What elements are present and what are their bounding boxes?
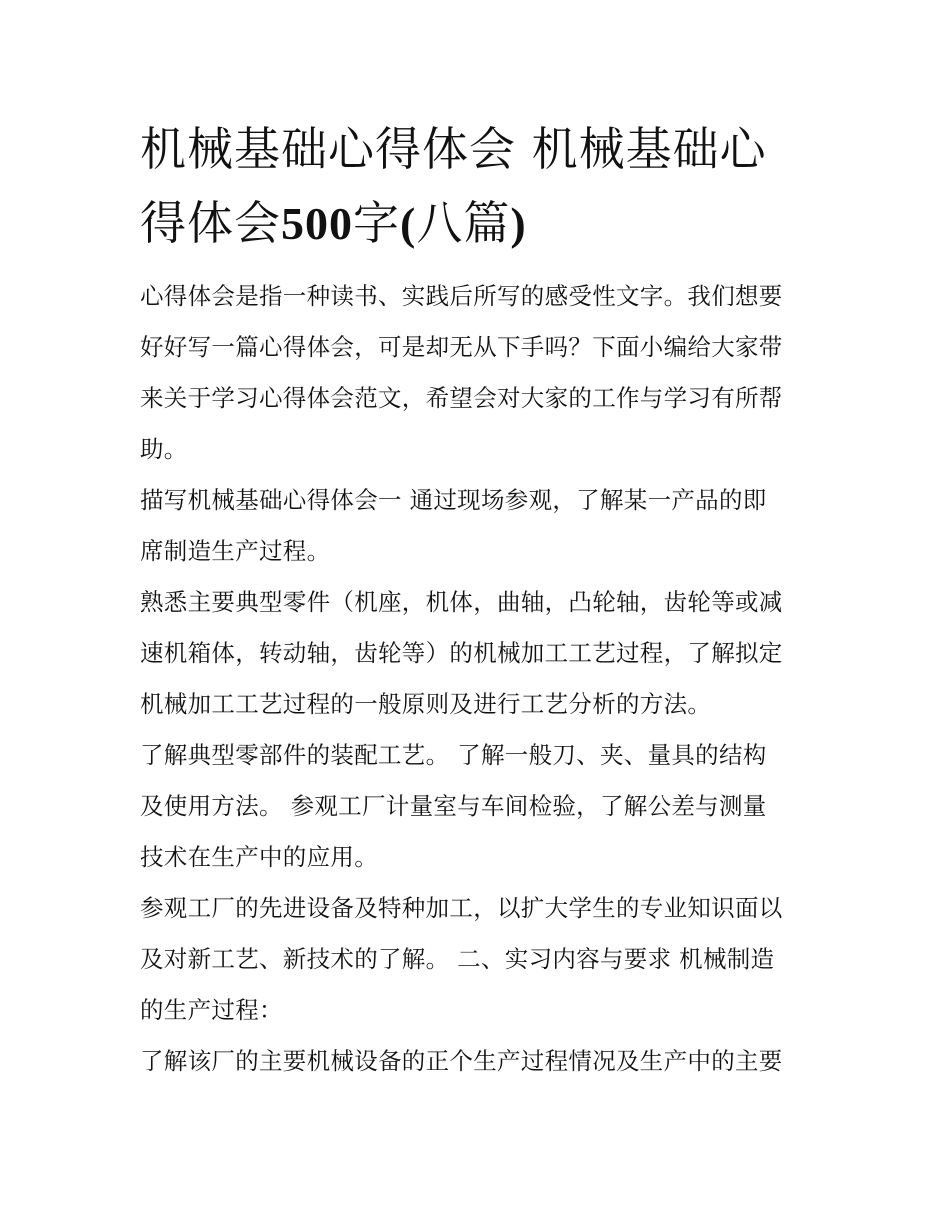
paragraph-line: 的生产过程： <box>140 996 283 1024</box>
document-title <box>140 112 812 261</box>
title-text-segment: 字 <box>353 196 400 250</box>
paragraph-line: 了解典型零部件的装配工艺。 了解一般刀、夹、量具的结构 <box>140 741 767 769</box>
paragraph-line: 好好写一篇心得体会，可是却无从下手吗？下面小编给大家带 <box>140 333 783 361</box>
title-paren-close: ) <box>510 198 527 249</box>
paragraph-line: 了解该厂的主要机械设备的正个生产过程情况及生产中的主要 <box>140 1047 783 1075</box>
paragraph-line: 机械加工工艺过程的一般原则及进行工艺分析的方法。 <box>140 690 712 718</box>
paragraph-line: 来关于学习心得体会范文，希望会对大家的工作与学习有所帮 <box>140 384 783 412</box>
paragraph-line: 助。 <box>140 435 188 463</box>
title-line-1: 机械基础心得体会 机械基础心 <box>140 122 767 176</box>
paragraph-line: 技术在生产中的应用。 <box>140 843 378 871</box>
paragraph-line: 速机箱体，转动轴，齿轮等）的机械加工工艺过程，了解拟定 <box>140 639 783 667</box>
paragraph-parts <box>140 577 812 730</box>
paragraph-section-one <box>140 475 812 577</box>
title-line-2 <box>140 186 812 261</box>
paragraph-assembly <box>140 730 812 883</box>
paragraph-line: 熟悉主要典型零件（机座，机体，曲轴，凸轮轴，齿轮等或减 <box>140 588 783 616</box>
title-number: 500 <box>281 198 353 249</box>
paragraph-line: 席制造生产过程。 <box>140 537 331 565</box>
paragraph-line: 及使用方法。 参观工厂计量室与车间检验，了解公差与测量 <box>140 792 767 820</box>
paragraph-equipment <box>140 883 812 1036</box>
paragraph-line: 参观工厂的先进设备及特种加工，以扩大学生的专业知识面以 <box>140 894 783 922</box>
document-page <box>140 112 812 1087</box>
paragraph-intro <box>140 271 812 475</box>
paragraph-production <box>140 1036 812 1087</box>
paragraph-line: 心得体会是指一种读书、实践后所写的感受性文字。我们想要 <box>140 282 783 310</box>
paragraph-line: 及对新工艺、新技术的了解。 二、实习内容与要求 机械制造 <box>140 945 775 973</box>
title-text-segment: 得体会 <box>140 196 281 250</box>
title-paren-open: ( <box>400 198 417 249</box>
title-text-segment: 八篇 <box>416 196 511 250</box>
paragraph-line: 描写机械基础心得体会一 通过现场参观，了解某一产品的即 <box>140 486 767 514</box>
